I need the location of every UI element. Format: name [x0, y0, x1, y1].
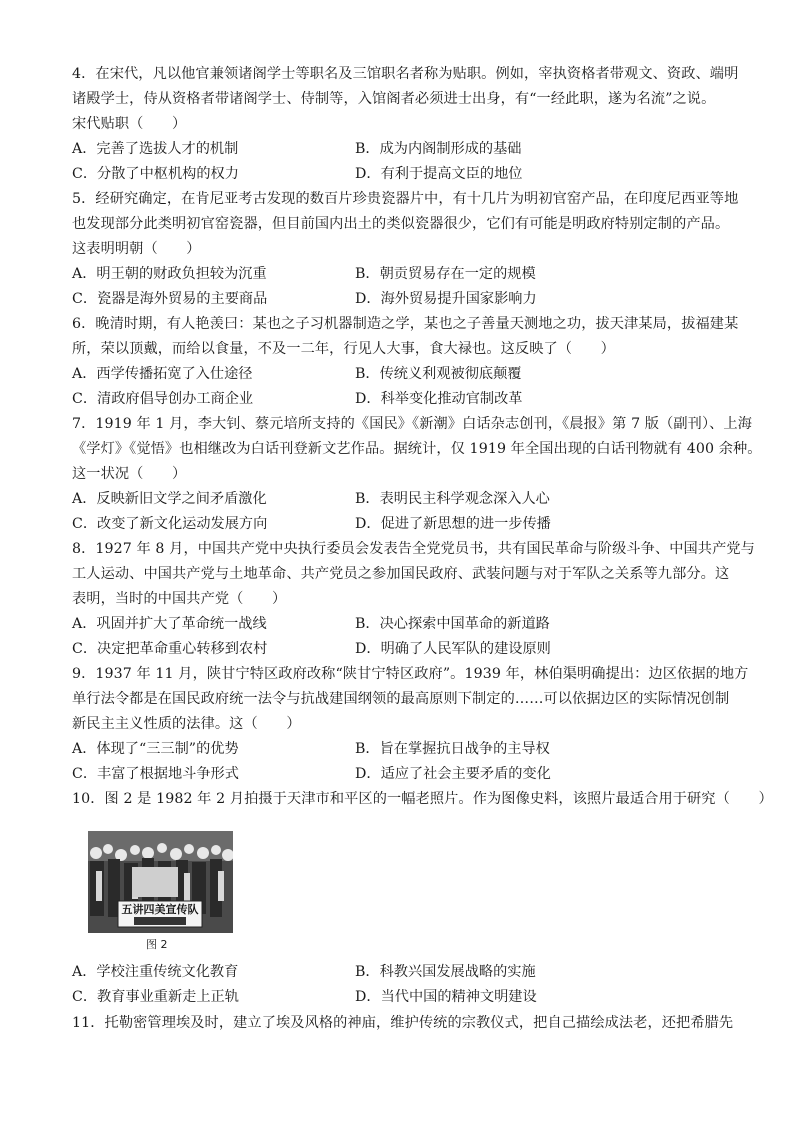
q6-option-c[interactable]: C．清政府倡导创办工商企业	[72, 391, 254, 407]
question-4	[72, 62, 739, 187]
q6-option-b[interactable]: B．传统义利观被彻底颠覆	[355, 366, 522, 382]
q8-option-b[interactable]: B．决心探索中国革命的新道路	[355, 616, 550, 632]
q6-option-d[interactable]: D．科举变化推动官制改革	[355, 391, 523, 407]
q8-option-c[interactable]: C．决定把革命重心转移到农村	[72, 641, 268, 657]
question-8	[72, 537, 755, 662]
q4-stem-line-1: 4．在宋代，凡以他官兼领诸阁学士等职名及三馆职名者称为贴职。例如，宰执资格者带观文、资政、端明	[72, 66, 739, 82]
q9-stem-line-2: 单行法令都是在国民政府统一法令与抗战建国纲领的最高原则下制定的……可以依据边区的实际情况创制	[72, 691, 730, 707]
q6-stem-line-1: 6．晚清时期，有人艳羡曰：某也之子习机器制造之学，某也之子善量天测地之功，拔天津某局，拔福建某	[72, 316, 739, 332]
q7-option-d[interactable]: D．促进了新思想的进一步传播	[355, 516, 551, 532]
q6-options-row-1	[72, 362, 732, 387]
q7-options-row-2	[72, 512, 732, 537]
q7-stem-line-2: 《学灯》《觉悟》也相继改为白话刊登新文艺作品。据统计，仅 1919 年全国出现的白话刊物就有 400 余种。	[72, 441, 762, 457]
q9-stem-line-3: 新民主主义性质的法律。这（ ）	[72, 716, 301, 732]
q7-options-row-1	[72, 487, 732, 512]
q7-stem-line-1: 7．1919 年 1 月，李大钊、蔡元培所支持的《国民》《新潮》白话杂志创刊，《晨报》第 7 版（副刊）、上海	[72, 416, 752, 432]
q5-stem-line-1: 5．经研究确定，在肯尼亚考古发现的数百片珍贵瓷器片中，有十几片为明初官窑产品，在印度尼西亚等地	[72, 191, 739, 207]
q7-option-b[interactable]: B．表明民主科学观念深入人心	[355, 491, 550, 507]
q4-options-row-1	[72, 137, 732, 162]
q10-option-b[interactable]: B．科教兴国发展战略的实施	[355, 964, 536, 980]
photo-illustration	[88, 831, 233, 933]
q9-stem-line-1: 9．1937 年 11 月，陕甘宁特区政府改称“陕甘宁特区政府”。1939 年，林伯渠明确提出：边区依据的地方	[72, 666, 749, 682]
figure-2-caption: 图 2	[146, 938, 168, 951]
question-6	[72, 312, 739, 412]
question-10	[72, 787, 773, 812]
q7-stem-line-3: 这一状况（ ）	[72, 466, 187, 482]
q9-options-row-1	[72, 737, 732, 762]
q8-option-d[interactable]: D．明确了人民军队的建设原则	[355, 641, 551, 657]
q5-option-a[interactable]: A．明王朝的财政负担较为沉重	[72, 266, 267, 282]
q6-option-a[interactable]: A．西学传播拓宽了入仕途径	[72, 366, 253, 382]
question-10-options	[72, 960, 732, 1010]
q5-option-c[interactable]: C．瓷器是海外贸易的主要商品	[72, 291, 268, 307]
q5-stem-line-2: 也发现部分此类明初官窑瓷器，但目前国内出土的类似瓷器很少，它们有可能是明政府特别定制的产品。	[72, 216, 730, 232]
q5-options-row-2	[72, 287, 732, 312]
q4-option-a[interactable]: A．完善了选拔人才的机制	[72, 141, 239, 157]
q9-options-row-2	[72, 762, 732, 787]
q4-option-b[interactable]: B．成为内阁制形成的基础	[355, 141, 522, 157]
q10-options-row-2	[72, 985, 732, 1010]
q5-option-d[interactable]: D．海外贸易提升国家影响力	[355, 291, 537, 307]
q8-options-row-2	[72, 637, 732, 662]
q9-option-d[interactable]: D．适应了社会主要矛盾的变化	[355, 766, 551, 782]
q10-options-row-1	[72, 960, 732, 985]
q10-option-d[interactable]: D．当代中国的精神文明建设	[355, 989, 537, 1005]
q4-options-row-2	[72, 162, 732, 187]
figure-2-photo	[88, 831, 233, 933]
q4-stem-line-3: 宋代贴职（ ）	[72, 116, 187, 132]
q4-stem-line-2: 诸殿学士，侍从资格者带诸阁学士、侍制等，入馆阁者必须进士出身，有“一经此职，遂为名流”之说。	[72, 91, 716, 107]
q10-option-a[interactable]: A．学校注重传统文化教育	[72, 964, 239, 980]
q4-option-c[interactable]: C．分散了中枢机构的权力	[72, 166, 239, 182]
q8-stem-line-3: 表明，当时的中国共产党（ ）	[72, 591, 287, 607]
question-5	[72, 187, 739, 312]
q6-options-row-2	[72, 387, 732, 412]
q9-option-a[interactable]: A．体现了“三三制”的优势	[72, 741, 239, 757]
q8-option-a[interactable]: A．巩固并扩大了革命统一战线	[72, 616, 267, 632]
question-11	[72, 1011, 732, 1036]
q5-stem-line-3: 这表明明朝（ ）	[72, 241, 201, 257]
q7-option-a[interactable]: A．反映新旧文学之间矛盾激化	[72, 491, 267, 507]
q5-option-b[interactable]: B．朝贡贸易存在一定的规模	[355, 266, 536, 282]
q8-stem-line-2: 工人运动、中国共产党与土地革命、共产党员之参加国民政府、武装问题与对于军队之关系等九部分。这	[72, 566, 730, 582]
q10-option-c[interactable]: C．教育事业重新走上正轨	[72, 989, 239, 1005]
question-7	[72, 412, 762, 537]
q9-option-b[interactable]: B．旨在掌握抗日战争的主导权	[355, 741, 550, 757]
q7-option-c[interactable]: C．改变了新文化运动发展方向	[72, 516, 268, 532]
question-9	[72, 662, 749, 787]
photo-banner-text: 五讲四美宣传队	[121, 903, 199, 916]
q11-stem-line-1: 11．托勒密管理埃及时，建立了埃及风格的神庙，维护传统的宗教仪式，把自己描绘成法老，还把希腊先	[72, 1015, 734, 1031]
q5-options-row-1	[72, 262, 732, 287]
q8-options-row-1	[72, 612, 732, 637]
q9-option-c[interactable]: C．丰富了根据地斗争形式	[72, 766, 239, 782]
q6-stem-line-2: 所，荣以顶戴，而给以食量，不及一二年，行见人大事，食大禄也。这反映了（ ）	[72, 341, 615, 357]
q8-stem-line-1: 8．1927 年 8 月，中国共产党中央执行委员会发表告全党党员书，共有国民革命与阶级斗争、中国共产党与	[72, 541, 755, 557]
q10-stem-line-1: 10．图 2 是 1982 年 2 月拍摄于天津市和平区的一幅老照片。作为图像史料，该照片最适合用于研究（ ）	[72, 791, 773, 807]
q4-option-d[interactable]: D．有利于提高文臣的地位	[355, 166, 523, 182]
